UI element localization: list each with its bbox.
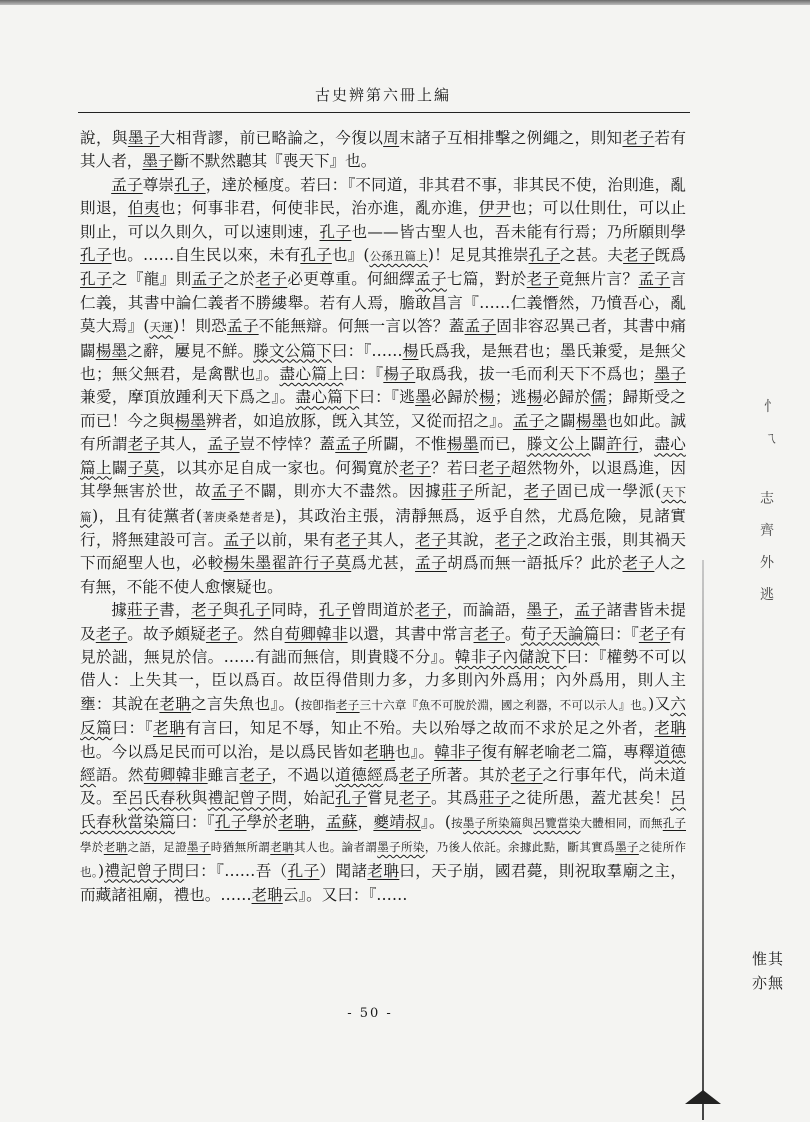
text-run: 曰：『…… xyxy=(331,341,403,360)
text-run: 書， xyxy=(159,601,192,620)
text-run: 之徒所愚，蓋尤甚矣！ xyxy=(510,789,671,808)
proper-name: 老聃 xyxy=(270,840,295,855)
text-run: 必歸於 xyxy=(542,388,591,407)
running-header: 古史辨第六冊上編 xyxy=(314,86,451,104)
text-run: 。故予頗疑 xyxy=(127,624,206,643)
text-run: 斷不默然聽其『喪天下』也。 xyxy=(173,152,377,171)
proper-name: 子莫 xyxy=(127,458,160,477)
binding-corner xyxy=(685,1090,721,1104)
proper-name: 楊墨 xyxy=(575,411,608,430)
text-run: ， xyxy=(357,812,374,831)
proper-name: 老聃 xyxy=(103,840,128,855)
proper-name: 孔子 xyxy=(214,812,247,831)
text-run: 諸書皆未提及 xyxy=(80,601,686,643)
proper-name: 孟子 xyxy=(638,270,671,289)
text-run: 云』。又曰：『…… xyxy=(282,886,408,904)
text-run: 以還，其書中常言 xyxy=(347,624,474,643)
text-run: ， xyxy=(558,601,575,620)
proper-name: 楊墨 xyxy=(95,341,128,360)
proper-name: 老子 xyxy=(336,697,360,712)
proper-name: 夔靖叔 xyxy=(373,812,421,831)
text-run: 必歸於 xyxy=(431,388,479,407)
proper-name: 老子 xyxy=(255,270,288,289)
text-run: ， xyxy=(638,435,655,454)
proper-name: 墨 xyxy=(415,388,432,407)
edge-fragment: 逃 xyxy=(760,587,774,603)
page-number: - 50 - xyxy=(347,1006,393,1021)
proper-name: 孟子 xyxy=(226,317,259,336)
text-run: 有見於詘，無見於信。……有詘而無信，則貴賤不分』。 xyxy=(80,624,686,666)
text-run: 也——皆古聖人也，吾未能有行焉；乃所願則學 xyxy=(351,222,686,241)
proper-name: 孟子 xyxy=(574,601,607,620)
proper-name: 韓非子 xyxy=(434,742,482,761)
text-run: 以前，果有 xyxy=(255,530,336,549)
text-run: 人之有無，不能不使人愈懷疑也。 xyxy=(80,554,686,596)
paragraph-2 xyxy=(80,174,686,599)
text-run: 也如此。誠有所謂 xyxy=(80,411,686,454)
text-run: 豈不悖悻？蓋 xyxy=(239,435,336,454)
proper-name: 老子 xyxy=(473,624,505,643)
text-run: 曰：『 xyxy=(343,365,384,384)
proper-name: 荀卿 xyxy=(143,765,176,784)
proper-name: 孟子 xyxy=(415,554,447,573)
book-title: 韓非子內儲說下 xyxy=(454,647,567,666)
proper-name: 孔子 xyxy=(80,246,112,265)
book-title: 呂氏春秋當染篇 xyxy=(80,789,686,831)
margin-note: 亦無 xyxy=(752,974,785,992)
proper-name: 孔子 xyxy=(174,175,206,194)
proper-name: 楊 xyxy=(402,341,419,360)
text-run: 所闢，不惟 xyxy=(367,435,447,454)
text-run: 曰，天子崩，國君薨，則祝取羣廟之主，而藏諸祖廟，禮也。…… xyxy=(80,861,686,904)
book-title: 孟子 xyxy=(415,270,447,289)
proper-name: 荀卿 xyxy=(284,624,317,643)
text-run: 氏爲我，是無君也；墨氏兼愛，是無父也；無父無君，是禽獸也』。 xyxy=(80,341,686,384)
text-run: ，達於極度。若曰：『不同道，非其君不事，非其民不使，治則進，亂則退， xyxy=(80,175,686,218)
text-run: 必更尊重。何細繹 xyxy=(287,270,416,289)
annotation-text: 著庚桑楚者是 xyxy=(202,509,276,524)
edge-fragment: 外 xyxy=(760,555,774,571)
text-run: 嘗見 xyxy=(367,789,400,808)
proper-name: 老子 xyxy=(399,789,431,808)
proper-name: 老聃 xyxy=(159,694,192,713)
book-title: 盡心篇上 xyxy=(279,365,344,384)
text-run: )，且有徒黨者( xyxy=(92,506,203,525)
proper-name: 孔子 xyxy=(80,270,112,289)
book-title: 曾子問 xyxy=(239,789,288,808)
annotation-text: 學於 xyxy=(80,840,104,855)
text-run: 。然自 xyxy=(237,624,285,643)
book-title: 墨子所染篇 xyxy=(462,815,522,830)
text-run: ， xyxy=(309,812,326,831)
text-run: 闢 xyxy=(111,458,128,477)
text-run: ，不過以 xyxy=(271,765,336,784)
proper-name: 老聃 xyxy=(367,861,400,880)
proper-name: 伯夷 xyxy=(127,199,160,218)
book-title: 呂氏春秋 xyxy=(127,789,192,808)
text-run: ？若曰 xyxy=(431,458,479,477)
text-run: ；逃 xyxy=(494,388,527,407)
proper-name: 孔子 xyxy=(662,815,687,830)
text-run: ，始記 xyxy=(287,789,336,808)
proper-name: 周 xyxy=(383,129,400,147)
text-run: 其人， xyxy=(367,530,416,549)
proper-name: 楊 xyxy=(478,388,495,407)
text-run: 曰：『 xyxy=(599,624,639,643)
text-run: 。其爲 xyxy=(430,789,479,808)
proper-name: 老子 xyxy=(205,624,238,643)
proper-name: 墨子 xyxy=(142,152,174,171)
scan-top-edge xyxy=(0,0,810,5)
proper-name: 伊尹 xyxy=(478,199,511,218)
proper-name: 孔子 xyxy=(287,861,320,880)
text-run: 辨者，如追放豚，旣入其笠，又從而招之』。 xyxy=(205,411,513,430)
text-run: 七篇，對於 xyxy=(446,270,527,289)
text-run: 竟無片言？ xyxy=(558,270,639,289)
text-run: 同時， xyxy=(270,601,319,620)
proper-name: 孟子 xyxy=(211,482,245,501)
text-run: )！則恐 xyxy=(173,317,227,336)
book-title: 曾子問 xyxy=(136,861,185,880)
annotation-text: 之語，足證 xyxy=(127,840,188,855)
proper-name: 老子 xyxy=(510,765,543,784)
proper-name: 墨子 xyxy=(654,365,686,384)
proper-name: 楊子 xyxy=(383,365,416,384)
text-run: 也。……自生民以來，未有 xyxy=(111,246,301,265)
proper-name: 老子 xyxy=(494,530,527,549)
header-rule xyxy=(78,112,690,113)
proper-name: 老子 xyxy=(127,435,160,454)
text-run: 也；可以仕則仕，可以止則止，可以久則久，可以速則速， xyxy=(80,199,686,241)
text-run: 取爲我，拔一毛而利天下不爲也； xyxy=(415,365,655,384)
proper-name: 孟蘇 xyxy=(325,812,358,831)
text-run: ) xyxy=(97,861,105,880)
page-body xyxy=(80,127,686,907)
annotation-text: 三十六章『魚不可脫於淵，國之利器，不可以示人』也。 xyxy=(359,697,649,712)
margin-note: 惟其 xyxy=(752,950,785,968)
text-run: 爲 xyxy=(383,765,400,784)
text-run: 曰：『 xyxy=(175,812,215,831)
text-run: 說，與 xyxy=(80,129,128,147)
book-title: 盡心篇下 xyxy=(295,388,360,407)
proper-name: 韓非 xyxy=(175,765,208,784)
proper-name: 莊子 xyxy=(478,789,511,808)
proper-name: 楊墨 xyxy=(174,411,206,430)
text-run: 所記， xyxy=(474,482,524,501)
text-run: 之甚。夫 xyxy=(560,246,624,265)
text-run: 也；何事非君，何使非民，治亦進，亂亦進， xyxy=(159,199,479,218)
book-title: 天下篇 xyxy=(80,485,686,524)
text-run: 據 xyxy=(111,601,128,620)
text-run: 復有解老喻老二篇，專釋 xyxy=(481,742,655,761)
text-run: 曰：『逃 xyxy=(359,388,416,407)
proper-name: 楊朱墨翟許行子莫 xyxy=(223,554,352,573)
text-run: 所著。其於 xyxy=(430,765,511,784)
proper-name: 老聃 xyxy=(363,742,395,761)
proper-name: 孔子 xyxy=(528,246,561,265)
text-run: 超然物外，以退爲進，因其學無害於世，故 xyxy=(80,458,686,501)
book-title: 道德經 xyxy=(335,765,384,784)
text-run: 若有其人者， xyxy=(80,129,686,171)
proper-name: 孟子 xyxy=(191,270,224,289)
proper-name: 墨子 xyxy=(127,129,160,147)
proper-name: 老子 xyxy=(414,601,447,620)
text-run: 學於 xyxy=(246,812,279,831)
edge-fragment: 忄 xyxy=(764,399,778,415)
proper-name: 墨子 xyxy=(187,840,211,855)
text-run: 語。然 xyxy=(95,765,144,784)
proper-name: 老子 xyxy=(95,624,128,643)
proper-name: 老子 xyxy=(399,458,432,477)
text-run: 曰：『 xyxy=(112,719,154,738)
book-title: 呂覽當染 xyxy=(533,815,581,830)
text-run: 與 xyxy=(191,789,208,808)
text-run: 不能無辯。何無一言以答？蓋 xyxy=(258,317,465,336)
proper-name: 老子 xyxy=(399,765,431,784)
proper-name: 老子 xyxy=(526,270,559,289)
proper-name: 楊 xyxy=(526,388,543,407)
text-run: 固已成一學派( xyxy=(556,482,662,501)
proper-name: 老聃 xyxy=(251,886,283,904)
annotation-text: 按 xyxy=(450,815,463,830)
text-run: 之辭，屢見不鮮。 xyxy=(127,341,254,360)
proper-name: 老子 xyxy=(415,530,448,549)
text-run: ，以其亦足自成一家也。何獨寬於 xyxy=(159,458,400,477)
text-run: 固非容忍異己者，其書中痛闢 xyxy=(80,317,686,360)
text-run: 闢 xyxy=(590,435,607,454)
proper-name: 孔子 xyxy=(318,601,351,620)
proper-name: 楊墨 xyxy=(446,435,479,454)
text-run: 曰：『權勢不可以借人：上失其一，臣以爲百。故臣得借則力多，力多則內外爲用；內外爲用，則人主壅：其說在 xyxy=(80,647,686,713)
book-title: 禮記 xyxy=(207,789,240,808)
proper-name: 老子 xyxy=(523,482,557,501)
proper-name: 老子 xyxy=(622,554,655,573)
proper-name: 老子 xyxy=(478,458,511,477)
proper-name: 老子 xyxy=(191,601,224,620)
proper-name: 韓非 xyxy=(316,624,348,643)
text-run: 尊崇 xyxy=(142,175,175,194)
book-title: 墨子所染 xyxy=(377,840,425,855)
text-run: 兼愛，摩頂放踵利天下爲之』。 xyxy=(80,388,296,407)
proper-name: 老聃 xyxy=(278,812,310,831)
annotation-text: 之徒所作也。 xyxy=(80,840,687,879)
text-run: 之闢 xyxy=(544,411,576,430)
text-run: 之行事年代，尚未道及。至 xyxy=(80,765,686,808)
book-title: 滕文公上 xyxy=(526,435,591,454)
proper-name: 老子 xyxy=(239,765,272,784)
proper-name: 孔子 xyxy=(335,789,368,808)
proper-name: 莊子 xyxy=(127,601,160,620)
text-run: ；歸斯受之而已！今之與 xyxy=(80,388,686,430)
proper-name: 孟子 xyxy=(223,530,256,549)
text-run: ）聞諸 xyxy=(319,861,368,880)
text-run: )又 xyxy=(648,694,671,713)
book-title: 盡心篇上 xyxy=(80,435,686,477)
text-run: 末諸子互相排擊之例繩之，則知 xyxy=(399,129,623,147)
annotation-text: 其人也。論者謂 xyxy=(294,840,378,855)
proper-name: 儒 xyxy=(590,388,607,407)
book-title: 公孫丑篇上 xyxy=(369,249,428,264)
annotation-text: 時猶無所謂 xyxy=(210,840,271,855)
text-run: 曰：『……吾（ xyxy=(184,861,288,880)
text-run: 』。( xyxy=(420,812,451,831)
text-run: 雖言 xyxy=(207,765,240,784)
annotation-text: 按卽指 xyxy=(300,697,337,712)
proper-name: 老子 xyxy=(638,624,671,643)
proper-name: 莊子 xyxy=(441,482,475,501)
annotation-text: 大體相同，而無 xyxy=(580,815,663,830)
proper-name: 孟子 xyxy=(464,317,497,336)
text-run: 大相背謬，前已略論之，今復以 xyxy=(159,129,384,147)
text-run: 不闢，則亦大不盡然。因據 xyxy=(244,482,442,501)
text-run: 之政治主張，則其禍天下而絕聖人也，必較 xyxy=(80,530,686,573)
book-title: 滕文公篇下 xyxy=(253,341,332,360)
text-run: 胡爲而無一語抵斥？此於 xyxy=(446,554,623,573)
text-run: 也。今以爲足民而可以治，是以爲民皆如 xyxy=(80,742,364,761)
book-title: 天運 xyxy=(149,320,174,335)
edge-fragment: ㄟ xyxy=(764,431,778,447)
annotation-text: ，乃後人依託。余據此點，斷其實爲 xyxy=(424,840,616,855)
text-run: 其說， xyxy=(447,530,495,549)
proper-name: 孔子 xyxy=(300,246,332,265)
book-title: 六反篇 xyxy=(80,694,686,738)
edge-fragment: 志 xyxy=(760,491,774,507)
proper-name: 老子 xyxy=(623,246,655,265)
text-run: 言仁義，其書中論仁義者不勝縷舉。若有人焉，膽敢昌言『……仁義憯然，乃憤吾心，亂莫大焉』( xyxy=(80,270,686,336)
text-run: )，其政治主張，淸靜無爲，返乎自然，尤爲危險，見諸實行，將無建設可言。 xyxy=(80,506,687,549)
text-run: 其人， xyxy=(159,435,208,454)
text-run: 也』。 xyxy=(394,742,435,761)
proper-name: 老子 xyxy=(622,129,655,147)
text-run: 之於 xyxy=(223,270,256,289)
text-run: 與 xyxy=(223,601,240,620)
annotation-text: 與 xyxy=(521,815,534,830)
proper-name: 孟子 xyxy=(512,411,545,430)
proper-name: 許行 xyxy=(606,435,639,454)
proper-name: 孟子 xyxy=(111,175,143,194)
text-run: 之言失魚也』。( xyxy=(191,694,301,713)
proper-name: 墨子 xyxy=(526,601,559,620)
proper-name: 孔子 xyxy=(319,222,352,241)
text-run: ，而論語， xyxy=(446,601,527,620)
proper-name: 孟子 xyxy=(207,435,240,454)
proper-name: 孟子 xyxy=(335,435,368,454)
text-run: 。 xyxy=(504,624,521,643)
proper-name: 墨子 xyxy=(615,840,639,855)
proper-name: 老子 xyxy=(335,530,368,549)
text-run: 曾問道於 xyxy=(350,601,415,620)
text-run: 旣爲 xyxy=(654,246,686,265)
paragraph-1 xyxy=(80,127,686,174)
book-title: 荀子天論篇 xyxy=(520,624,600,643)
proper-name: 老聃 xyxy=(654,719,686,738)
text-run: )！足見其推崇 xyxy=(427,246,529,265)
book-title: 道德經 xyxy=(80,742,686,784)
text-run: 之『龍』則 xyxy=(111,270,192,289)
text-run: 也』( xyxy=(331,246,370,265)
text-run: 有言曰，知足不辱，知止不殆。夫以殆辱之故而不求於足之外者， xyxy=(185,719,655,738)
book-title: 禮記 xyxy=(104,861,137,880)
text-run: 而已， xyxy=(478,435,527,454)
text-run: 爲尤甚， xyxy=(351,554,416,573)
binding-shadow xyxy=(702,560,704,1120)
proper-name: 老聃 xyxy=(153,719,186,738)
edge-fragment: 齊 xyxy=(760,523,774,539)
paragraph-3 xyxy=(80,599,686,907)
proper-name: 孔子 xyxy=(239,601,271,620)
